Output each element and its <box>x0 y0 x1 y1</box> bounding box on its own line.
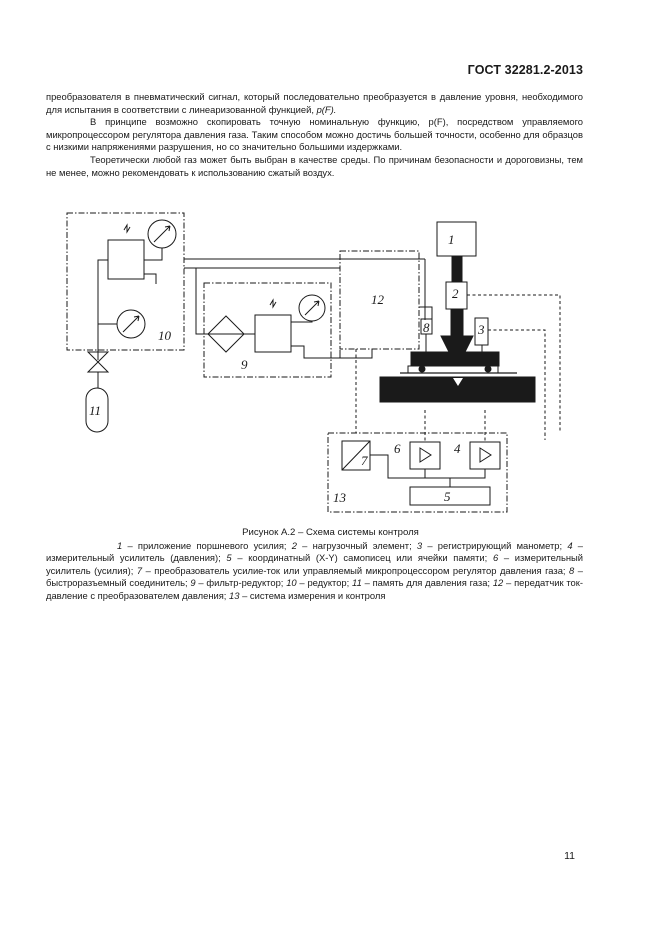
amplifier-icon <box>420 448 431 462</box>
label-10: 10 <box>158 328 171 343</box>
label-5: 5 <box>444 489 451 504</box>
label-3: 3 <box>478 322 485 337</box>
legend-description: – измерительный усилитель (давления); <box>46 540 583 564</box>
legend-description: – приложение поршневого усилия; <box>122 540 292 551</box>
paragraph-1-text: преобразователя в пневматический сигнал, который последовательно преобразуется в давление уровня, необходимого для испытания в соответствии с линеаризованной функцией, <box>46 91 583 115</box>
page-number: 11 <box>564 850 575 862</box>
figure-caption: Рисунок А.2 – Схема системы контроля <box>242 527 419 538</box>
legend-description: – преобразователь усилие-ток или управляемый микропроцессором регулятор давления газа; <box>142 564 570 576</box>
label-12: 12 <box>371 292 384 307</box>
legend-number: 7 <box>136 564 143 576</box>
zigzag-icon-2 <box>270 300 276 307</box>
label-4: 4 <box>454 441 461 456</box>
legend-number: 8 <box>569 564 575 576</box>
label-13: 13 <box>333 490 346 505</box>
label-7: 7 <box>361 453 368 468</box>
legend-number: 3 <box>416 540 423 551</box>
paragraph-1 <box>46 91 583 116</box>
label-2: 2 <box>452 286 459 301</box>
legend-number: 4 <box>567 540 573 551</box>
legend-number: 9 <box>190 577 196 589</box>
legend-number: 2 <box>291 540 297 551</box>
legend-description: – передатчик ток-давление с преобразователем давления; <box>46 577 583 601</box>
piston-force-box <box>437 222 476 256</box>
legend-description: – фильтр-редуктор; <box>195 577 287 589</box>
label-9: 9 <box>241 357 248 372</box>
legend-number: 11 <box>352 577 362 589</box>
amplifier-icon-2 <box>480 448 491 462</box>
label-11: 11 <box>89 403 102 418</box>
measurement-system-frame <box>328 433 507 512</box>
zigzag-icon <box>124 225 130 232</box>
legend-description: – координатный (X-Y) самописец или ячейки памяти; <box>231 552 493 564</box>
function-symbol: p(F). <box>316 103 337 115</box>
legend-description: – система измерения и контроля <box>239 589 386 601</box>
amplifier-4-box <box>470 442 500 469</box>
reducer-box <box>108 240 144 279</box>
legend-number: 6 <box>492 552 499 564</box>
legend-description: – редуктор; <box>296 577 353 589</box>
standard-code: ГОСТ 32281.2-2013 <box>467 63 583 77</box>
body-text <box>46 91 583 179</box>
legend-number: 1 <box>117 540 123 551</box>
filter-reducer-group-frame <box>204 283 331 377</box>
legend-number: 5 <box>226 552 232 564</box>
label-1: 1 <box>448 232 455 247</box>
amplifier-6-box <box>410 442 440 469</box>
label-8: 8 <box>423 320 430 335</box>
legend-description: – память для давления газа; <box>361 577 493 589</box>
filter-reducer-box <box>255 315 291 352</box>
control-system-diagram <box>0 200 661 520</box>
legend-description: – нагрузочный элемент; <box>296 540 417 551</box>
label-6: 6 <box>394 441 401 456</box>
legend-description: – регистрирующий манометр; <box>422 540 568 551</box>
paragraph-3: Теоретически любой газ может быть выбран в качестве среды. По причинам безопасности и дороговизны, тем не менее, можно рекомендовать к использованию сжатый воздух. <box>46 153 583 178</box>
legend-number: 10 <box>286 577 297 589</box>
legend-number: 12 <box>492 577 504 589</box>
legend-description: – измерительный усилитель (усилия); <box>46 552 583 576</box>
figure-legend <box>46 540 583 602</box>
legend-description: – быстроразъемный соединитель; <box>46 564 583 589</box>
legend-number: 13 <box>229 589 240 601</box>
legend-text <box>46 540 583 602</box>
paragraph-2: В принципе возможно скопировать точную номинальную функцию, p(F), посредством управляемого микропроцессором регулятора давления газа. Таким способом можно достичь большей точности, особенно для образцов с низкими напряжениями разрушения, но со значительно большими издержками. <box>46 116 583 153</box>
